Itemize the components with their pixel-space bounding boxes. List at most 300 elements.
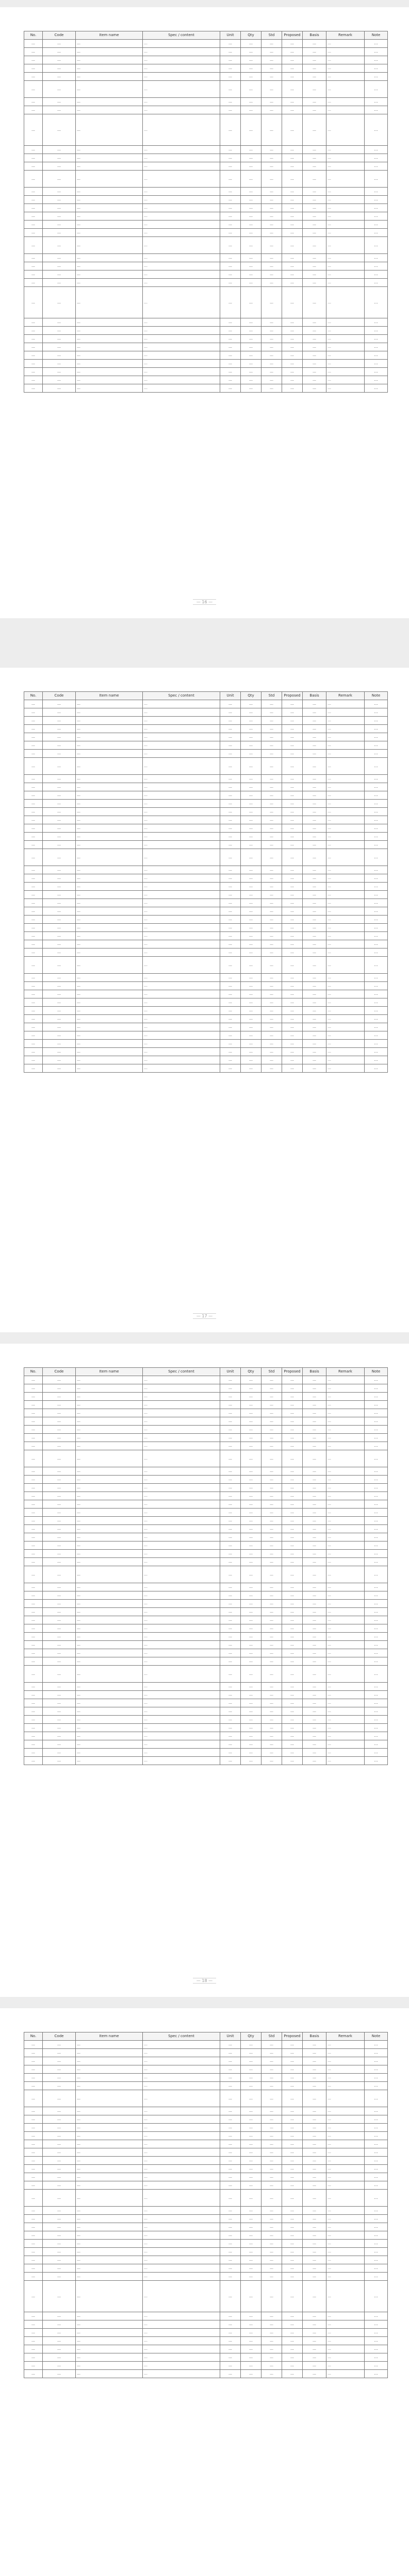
table-cell: … xyxy=(365,1509,388,1517)
table-row xyxy=(24,841,388,849)
table-cell: … xyxy=(303,1749,326,1757)
table-row xyxy=(24,1393,388,1401)
table-cell: … xyxy=(261,1031,282,1040)
table-cell: … xyxy=(365,849,388,866)
table-row xyxy=(24,1691,388,1699)
column-header: Note xyxy=(365,31,388,40)
table-cell: … xyxy=(261,841,282,849)
table-cell: … xyxy=(282,883,303,891)
table-cell: … xyxy=(43,2223,76,2231)
table-cell: … xyxy=(43,73,76,81)
table-row xyxy=(24,741,388,750)
table-cell: … xyxy=(43,808,76,816)
table-cell: … xyxy=(24,932,43,940)
table-cell: … xyxy=(43,741,76,750)
table-cell: … xyxy=(220,188,241,196)
table-cell: … xyxy=(241,2320,261,2329)
table-row xyxy=(24,171,388,188)
table-cell: … xyxy=(76,237,143,254)
table-cell: … xyxy=(365,1500,388,1509)
table-cell: … xyxy=(24,800,43,808)
table-cell: … xyxy=(326,2132,365,2140)
table-cell: … xyxy=(143,1442,220,1450)
table-cell: … xyxy=(143,982,220,990)
table-cell: … xyxy=(326,335,365,343)
table-cell: … xyxy=(76,1048,143,1056)
table-cell: … xyxy=(241,899,261,907)
table-cell: … xyxy=(24,2329,43,2337)
table-cell: … xyxy=(365,1633,388,1641)
table-cell: … xyxy=(282,1500,303,1509)
table-cell: … xyxy=(24,741,43,750)
table-cell: … xyxy=(365,1426,388,1434)
table-cell: … xyxy=(282,1442,303,1450)
table-cell: … xyxy=(143,1007,220,1015)
table-cell: … xyxy=(76,1683,143,1691)
table-cell: … xyxy=(241,916,261,924)
table-row xyxy=(24,800,388,808)
table-cell: … xyxy=(43,2124,76,2132)
table-row xyxy=(24,1048,388,1056)
table-cell: … xyxy=(24,957,43,974)
table-cell: … xyxy=(365,114,388,146)
table-row xyxy=(24,2132,388,2140)
table-cell: … xyxy=(76,932,143,940)
table-cell: … xyxy=(24,1450,43,1467)
table-cell: … xyxy=(326,270,365,279)
table-row xyxy=(24,1417,388,1426)
table-cell: … xyxy=(24,758,43,775)
table-cell: … xyxy=(282,1757,303,1765)
table-cell: … xyxy=(261,932,282,940)
table-cell: … xyxy=(303,783,326,791)
table-cell: … xyxy=(241,2090,261,2107)
table-cell: … xyxy=(365,1740,388,1749)
table-cell: … xyxy=(303,2231,326,2240)
table-cell: … xyxy=(261,1533,282,1541)
table-cell: … xyxy=(261,1641,282,1649)
table-cell: … xyxy=(143,1649,220,1657)
table-row xyxy=(24,1426,388,1434)
table-cell: … xyxy=(43,2074,76,2082)
table-cell: … xyxy=(220,700,241,708)
table-cell: … xyxy=(282,1434,303,1442)
table-row xyxy=(24,899,388,907)
table-cell: … xyxy=(326,2207,365,2215)
table-cell: … xyxy=(326,750,365,758)
column-header: Spec / content xyxy=(143,2032,220,2041)
table-cell: … xyxy=(282,48,303,56)
table-cell: … xyxy=(43,221,76,229)
table-cell: … xyxy=(282,1023,303,1031)
column-header: Proposed xyxy=(282,1368,303,1376)
table-cell: … xyxy=(282,1492,303,1500)
table-cell: … xyxy=(282,2320,303,2329)
table-cell: … xyxy=(241,1467,261,1476)
table-cell: … xyxy=(24,1707,43,1716)
table-cell: … xyxy=(261,162,282,171)
table-cell: … xyxy=(326,1633,365,1641)
table-cell: … xyxy=(365,1492,388,1500)
table-cell: … xyxy=(282,932,303,940)
table-cell: … xyxy=(24,1015,43,1023)
table-cell: … xyxy=(76,891,143,899)
table-cell: … xyxy=(326,932,365,940)
table-cell: … xyxy=(282,2124,303,2132)
table-cell: … xyxy=(303,1541,326,1550)
table-cell: … xyxy=(303,212,326,221)
table-cell: … xyxy=(241,808,261,816)
table-cell: … xyxy=(220,204,241,212)
table-cell: … xyxy=(143,2041,220,2049)
table-cell: … xyxy=(303,2256,326,2264)
table-cell: … xyxy=(76,1657,143,1666)
table-row xyxy=(24,2074,388,2082)
table-cell: … xyxy=(261,1707,282,1716)
table-cell: … xyxy=(365,1699,388,1707)
column-header: Std xyxy=(261,692,282,700)
table-cell: … xyxy=(220,1641,241,1649)
table-cell: … xyxy=(24,2264,43,2273)
table-cell: … xyxy=(326,1031,365,1040)
table-cell: … xyxy=(24,2248,43,2256)
table-cell: … xyxy=(76,376,143,384)
table-cell: … xyxy=(24,1467,43,1476)
table-cell: … xyxy=(365,2223,388,2231)
table-cell: … xyxy=(241,733,261,741)
table-cell: … xyxy=(143,81,220,98)
table-cell: … xyxy=(76,2231,143,2240)
table-row xyxy=(24,2281,388,2312)
table-cell: … xyxy=(76,907,143,916)
table-cell: … xyxy=(365,335,388,343)
table-cell: … xyxy=(43,916,76,924)
table-cell: … xyxy=(326,1040,365,1048)
table-cell: … xyxy=(76,1724,143,1732)
table-cell: … xyxy=(241,1426,261,1434)
table-cell: … xyxy=(143,1031,220,1040)
table-cell: … xyxy=(220,229,241,237)
table-cell: … xyxy=(24,1056,43,1064)
table-cell: … xyxy=(220,775,241,783)
table-cell: … xyxy=(241,1699,261,1707)
table-cell: … xyxy=(326,816,365,824)
table-row xyxy=(24,212,388,221)
table-cell: … xyxy=(76,262,143,270)
table-cell: … xyxy=(241,2157,261,2165)
table-cell: … xyxy=(220,2107,241,2115)
table-cell: … xyxy=(43,883,76,891)
table-cell: … xyxy=(241,327,261,335)
table-cell: … xyxy=(303,64,326,73)
table-cell: … xyxy=(143,1476,220,1484)
table-cell: … xyxy=(326,1384,365,1393)
table-cell: … xyxy=(220,1484,241,1492)
table-cell: … xyxy=(241,287,261,318)
table-cell: … xyxy=(326,874,365,883)
table-cell: … xyxy=(261,1566,282,1583)
table-cell: … xyxy=(220,866,241,874)
table-cell: … xyxy=(241,1541,261,1550)
table-cell: … xyxy=(24,883,43,891)
table-cell: … xyxy=(261,907,282,916)
table-cell: … xyxy=(303,98,326,106)
table-cell: … xyxy=(24,916,43,924)
table-cell: … xyxy=(143,376,220,384)
table-cell: … xyxy=(326,1583,365,1591)
table-cell: … xyxy=(76,1056,143,1064)
table-cell: … xyxy=(43,1048,76,1056)
table-cell: … xyxy=(241,932,261,940)
table-cell: … xyxy=(303,2345,326,2353)
table-cell: … xyxy=(326,700,365,708)
table-row xyxy=(24,982,388,990)
table-cell: … xyxy=(326,1434,365,1442)
table-cell: … xyxy=(143,1015,220,1023)
table-cell: … xyxy=(43,974,76,982)
table-cell: … xyxy=(365,1533,388,1541)
table-cell: … xyxy=(143,2223,220,2231)
table-cell: … xyxy=(241,1434,261,1442)
table-row xyxy=(24,2337,388,2345)
table-cell: … xyxy=(365,791,388,800)
table-cell: … xyxy=(282,2353,303,2362)
table-cell: … xyxy=(282,866,303,874)
table-cell: … xyxy=(24,2312,43,2320)
table-cell: … xyxy=(24,2256,43,2264)
table-cell: … xyxy=(24,841,43,849)
table-cell: … xyxy=(24,1040,43,1048)
table-cell: … xyxy=(282,733,303,741)
table-cell: … xyxy=(24,1624,43,1633)
table-cell: … xyxy=(43,1716,76,1724)
table-cell: … xyxy=(326,1509,365,1517)
table-cell: … xyxy=(143,335,220,343)
table-cell: … xyxy=(261,2124,282,2132)
table-cell: … xyxy=(43,982,76,990)
table-cell: … xyxy=(282,2165,303,2173)
table-cell: … xyxy=(241,1409,261,1417)
table-cell: … xyxy=(43,2140,76,2148)
table-cell: … xyxy=(43,1724,76,1732)
table-cell: … xyxy=(303,725,326,733)
table-cell: … xyxy=(143,204,220,212)
table-cell: … xyxy=(365,841,388,849)
table-cell: … xyxy=(303,1442,326,1450)
table-cell: … xyxy=(326,1023,365,1031)
table-cell: … xyxy=(241,2273,261,2281)
table-cell: … xyxy=(303,2049,326,2057)
table-cell: … xyxy=(220,2148,241,2157)
table-cell: … xyxy=(76,775,143,783)
table-cell: … xyxy=(24,376,43,384)
table-cell: … xyxy=(303,733,326,741)
table-cell: … xyxy=(43,1393,76,1401)
table-cell: … xyxy=(326,775,365,783)
table-cell: … xyxy=(241,343,261,351)
table-header-row xyxy=(24,1368,388,1376)
table-header-row xyxy=(24,31,388,40)
table-cell: … xyxy=(143,2256,220,2264)
table-cell: … xyxy=(326,327,365,335)
table-cell: … xyxy=(261,221,282,229)
table-cell: … xyxy=(43,2240,76,2248)
table-cell: … xyxy=(261,1384,282,1393)
table-cell: … xyxy=(76,2074,143,2082)
table-cell: … xyxy=(241,1558,261,1566)
table-header xyxy=(24,1368,388,1376)
table-cell: … xyxy=(220,327,241,335)
table-cell: … xyxy=(24,2140,43,2148)
table-cell: … xyxy=(24,1384,43,1393)
table-cell: … xyxy=(24,733,43,741)
table-cell: … xyxy=(24,1716,43,1724)
table-cell: … xyxy=(24,998,43,1007)
table-cell: … xyxy=(143,171,220,188)
table-cell: … xyxy=(326,262,365,270)
table-cell: … xyxy=(303,1600,326,1608)
table-cell: … xyxy=(43,2057,76,2065)
table-cell: … xyxy=(282,327,303,335)
table-cell: … xyxy=(303,221,326,229)
table-cell: … xyxy=(282,974,303,982)
table-cell: … xyxy=(220,2215,241,2223)
table-cell: … xyxy=(261,1401,282,1409)
table-cell: … xyxy=(282,56,303,64)
table-row xyxy=(24,758,388,775)
table-cell: … xyxy=(76,1649,143,1657)
table-cell: … xyxy=(365,1450,388,1467)
table-cell: … xyxy=(24,2223,43,2231)
table-row xyxy=(24,1007,388,1015)
table-cell: … xyxy=(326,1484,365,1492)
table-cell: … xyxy=(326,376,365,384)
table-cell: … xyxy=(76,982,143,990)
table-cell: … xyxy=(76,883,143,891)
column-header: Basis xyxy=(303,31,326,40)
table-cell: … xyxy=(303,2090,326,2107)
table-cell: … xyxy=(143,154,220,162)
table-row xyxy=(24,2115,388,2124)
table-cell: … xyxy=(282,717,303,725)
table-cell: … xyxy=(282,2223,303,2231)
table-cell: … xyxy=(241,2074,261,2082)
table-cell: … xyxy=(76,81,143,98)
table-cell: … xyxy=(241,229,261,237)
table-cell: … xyxy=(303,874,326,883)
table-cell: … xyxy=(24,2190,43,2207)
table-cell: … xyxy=(43,384,76,393)
table-cell: … xyxy=(282,816,303,824)
table-cell: … xyxy=(76,162,143,171)
table-cell: … xyxy=(326,2057,365,2065)
table-cell: … xyxy=(220,982,241,990)
table-cell: … xyxy=(24,1517,43,1525)
table-cell: … xyxy=(241,2223,261,2231)
table-cell: … xyxy=(261,2215,282,2223)
table-cell: … xyxy=(261,700,282,708)
table-cell: … xyxy=(24,1409,43,1417)
table-cell: … xyxy=(143,1558,220,1566)
table-cell: … xyxy=(241,2165,261,2173)
table-cell: … xyxy=(143,2148,220,2157)
table-cell: … xyxy=(43,64,76,73)
table-cell: … xyxy=(303,2165,326,2173)
table-cell: … xyxy=(24,1749,43,1757)
table-cell: … xyxy=(303,940,326,948)
table-cell: … xyxy=(326,2140,365,2148)
table-cell: … xyxy=(303,2248,326,2256)
table-cell: … xyxy=(43,1558,76,1566)
table-cell: … xyxy=(365,2337,388,2345)
table-cell: … xyxy=(261,56,282,64)
table-cell: … xyxy=(24,351,43,360)
table-cell: … xyxy=(326,2107,365,2115)
table-cell: … xyxy=(76,56,143,64)
table-cell: … xyxy=(261,1683,282,1691)
table-cell: … xyxy=(143,360,220,368)
table-cell: … xyxy=(303,1409,326,1417)
table-cell: … xyxy=(282,800,303,808)
table-cell: … xyxy=(365,824,388,833)
table-cell: … xyxy=(143,73,220,81)
table-row xyxy=(24,924,388,932)
table-cell: … xyxy=(303,2148,326,2157)
table-cell: … xyxy=(282,376,303,384)
table-cell: … xyxy=(24,700,43,708)
table-cell: … xyxy=(326,1591,365,1600)
table-cell: … xyxy=(220,990,241,998)
table-cell: … xyxy=(143,1707,220,1716)
table-cell: … xyxy=(43,1442,76,1450)
table-cell: … xyxy=(241,1616,261,1624)
table-cell: … xyxy=(220,750,241,758)
table-cell: … xyxy=(76,2281,143,2312)
table-cell: … xyxy=(303,990,326,998)
table-cell: … xyxy=(143,700,220,708)
column-header: Item name xyxy=(76,2032,143,2041)
table-cell: … xyxy=(303,56,326,64)
column-header: Code xyxy=(43,692,76,700)
table-cell: … xyxy=(143,106,220,114)
page-table-wrapper xyxy=(24,31,387,393)
table-cell: … xyxy=(43,154,76,162)
table-cell: … xyxy=(24,2370,43,2378)
table-cell: … xyxy=(143,1056,220,1064)
table-cell: … xyxy=(43,318,76,327)
table-cell: … xyxy=(143,948,220,957)
table-cell: … xyxy=(76,849,143,866)
table-cell: … xyxy=(303,816,326,824)
data-table xyxy=(24,2032,388,2378)
table-cell: … xyxy=(24,254,43,262)
table-cell: … xyxy=(326,154,365,162)
table-cell: … xyxy=(143,1426,220,1434)
table-cell: … xyxy=(282,1525,303,1533)
table-cell: … xyxy=(303,1566,326,1583)
table-cell: … xyxy=(143,1749,220,1757)
table-cell: … xyxy=(282,81,303,98)
table-cell: … xyxy=(282,2148,303,2157)
table-cell: … xyxy=(43,2165,76,2173)
table-cell: … xyxy=(282,1566,303,1583)
table-cell: … xyxy=(43,1683,76,1691)
table-cell: … xyxy=(241,1023,261,1031)
table-cell: … xyxy=(24,229,43,237)
table-cell: … xyxy=(76,924,143,932)
table-cell: … xyxy=(261,1649,282,1657)
table-cell: … xyxy=(303,1517,326,1525)
